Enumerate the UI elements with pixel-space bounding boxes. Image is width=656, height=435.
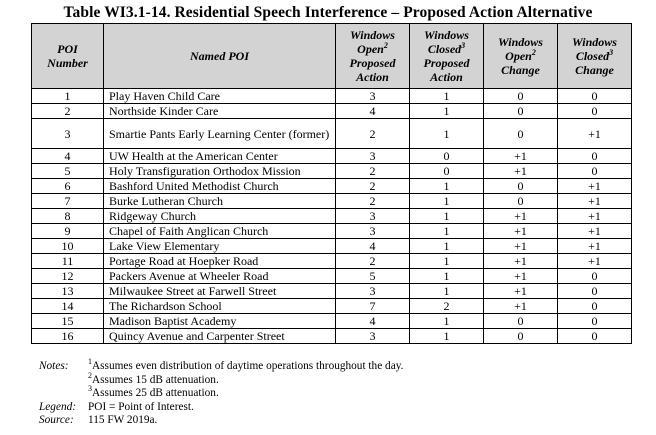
cell-poi-number: 6 <box>32 179 104 194</box>
cell-named-poi: Madison Baptist Academy <box>104 314 336 329</box>
cell-windows-open-change: 0 <box>484 104 558 119</box>
cell-windows-closed-proposed: 1 <box>410 269 484 284</box>
cell-poi-number: 10 <box>32 239 104 254</box>
cell-poi-number: 13 <box>32 284 104 299</box>
cell-windows-closed-proposed: 1 <box>410 89 484 104</box>
cell-poi-number: 9 <box>32 224 104 239</box>
header-windows-open-proposed: Windows Open$^2$ Proposed Action <box>336 24 410 89</box>
header-named-poi: Named POI <box>104 24 336 89</box>
cell-windows-closed-proposed: 1 <box>410 209 484 224</box>
cell-windows-closed-proposed: 0 <box>410 164 484 179</box>
cell-windows-open-proposed: 3 <box>336 329 410 344</box>
cell-poi-number: 5 <box>32 164 104 179</box>
cell-windows-closed-change: 0 <box>558 299 632 314</box>
cell-windows-open-change: +1 <box>484 224 558 239</box>
cell-windows-open-proposed: 4 <box>336 314 410 329</box>
cell-windows-closed-change: 0 <box>558 149 632 164</box>
cell-windows-open-proposed: 3 <box>336 284 410 299</box>
cell-windows-open-proposed: 3 <box>336 149 410 164</box>
cell-named-poi: Lake View Elementary <box>104 239 336 254</box>
cell-windows-closed-proposed: 1 <box>410 239 484 254</box>
cell-poi-number: 12 <box>32 269 104 284</box>
cell-windows-open-proposed: 4 <box>336 104 410 119</box>
cell-windows-open-change: +1 <box>484 239 558 254</box>
table-row <box>32 269 632 284</box>
cell-windows-open-change: +1 <box>484 209 558 224</box>
cell-windows-open-proposed: 3 <box>336 224 410 239</box>
cell-windows-closed-change: 0 <box>558 269 632 284</box>
cell-named-poi: Northside Kinder Care <box>104 104 336 119</box>
table-row <box>32 329 632 344</box>
table-row <box>32 254 632 269</box>
header-row <box>32 24 632 89</box>
table-row <box>32 194 632 209</box>
cell-named-poi: Burke Lutheran Church <box>104 194 336 209</box>
cell-windows-closed-change: +1 <box>558 254 632 269</box>
cell-windows-open-change: +1 <box>484 299 558 314</box>
cell-poi-number: 15 <box>32 314 104 329</box>
cell-named-poi: Smartie Pants Early Learning Center (former) <box>104 119 336 149</box>
cell-windows-closed-change: +1 <box>558 224 632 239</box>
header-poi-number: POI Number <box>32 24 104 89</box>
cell-windows-open-proposed: 5 <box>336 269 410 284</box>
cell-windows-open-change: +1 <box>484 149 558 164</box>
cell-poi-number: 7 <box>32 194 104 209</box>
cell-named-poi: Packers Avenue at Wheeler Road <box>104 269 336 284</box>
cell-windows-open-change: 0 <box>484 119 558 149</box>
cell-windows-open-proposed: 2 <box>336 254 410 269</box>
cell-windows-open-proposed: 3 <box>336 89 410 104</box>
cell-windows-closed-change: +1 <box>558 209 632 224</box>
cell-windows-closed-change: 0 <box>558 284 632 299</box>
cell-poi-number: 16 <box>32 329 104 344</box>
cell-windows-open-proposed: 2 <box>336 164 410 179</box>
cell-windows-open-change: 0 <box>484 89 558 104</box>
cell-windows-open-change: 0 <box>484 194 558 209</box>
table-body <box>32 89 632 344</box>
cell-windows-open-change: +1 <box>484 284 558 299</box>
cell-poi-number: 2 <box>32 104 104 119</box>
cell-named-poi: Milwaukee Street at Farwell Street <box>104 284 336 299</box>
note-2: $^2$Assumes 15 dB attenuation. <box>88 370 219 386</box>
cell-poi-number: 1 <box>32 89 104 104</box>
cell-windows-closed-change: +1 <box>558 239 632 254</box>
cell-windows-closed-change: 0 <box>558 89 632 104</box>
cell-windows-open-change: +1 <box>484 164 558 179</box>
cell-windows-open-change: +1 <box>484 269 558 284</box>
header-windows-open-change: Windows Open$^2$ Change <box>484 24 558 89</box>
cell-windows-closed-proposed: 1 <box>410 179 484 194</box>
cell-named-poi: Bashford United Methodist Church <box>104 179 336 194</box>
cell-windows-closed-proposed: 1 <box>410 104 484 119</box>
cell-windows-open-change: 0 <box>484 179 558 194</box>
cell-windows-open-change: 0 <box>484 314 558 329</box>
cell-windows-closed-change: 0 <box>558 104 632 119</box>
source-label: Source: <box>39 414 74 427</box>
cell-windows-closed-proposed: 0 <box>410 149 484 164</box>
header-windows-closed-change: Windows Closed$^3$ Change <box>558 24 632 89</box>
cell-windows-closed-change: 0 <box>558 164 632 179</box>
cell-poi-number: 4 <box>32 149 104 164</box>
table-row <box>32 149 632 164</box>
cell-windows-closed-proposed: 1 <box>410 119 484 149</box>
cell-named-poi: UW Health at the American Center <box>104 149 336 164</box>
cell-windows-closed-proposed: 2 <box>410 299 484 314</box>
table-row <box>32 224 632 239</box>
cell-windows-closed-proposed: 1 <box>410 194 484 209</box>
cell-windows-closed-change: 0 <box>558 329 632 344</box>
legend-text: POI = Point of Interest. <box>88 400 194 413</box>
cell-named-poi: Quincy Avenue and Carpenter Street <box>104 329 336 344</box>
table-row <box>32 299 632 314</box>
cell-named-poi: Chapel of Faith Anglican Church <box>104 224 336 239</box>
speech-interference-table <box>31 23 632 344</box>
cell-poi-number: 3 <box>32 119 104 149</box>
cell-windows-open-proposed: 4 <box>336 239 410 254</box>
cell-windows-closed-proposed: 1 <box>410 224 484 239</box>
cell-named-poi: Holy Transfiguration Orthodox Mission <box>104 164 336 179</box>
cell-windows-closed-proposed: 1 <box>410 284 484 299</box>
table-row <box>32 164 632 179</box>
table-row <box>32 89 632 104</box>
cell-windows-open-change: +1 <box>484 254 558 269</box>
cell-named-poi: Portage Road at Hoepker Road <box>104 254 336 269</box>
cell-poi-number: 11 <box>32 254 104 269</box>
cell-windows-open-change: 0 <box>484 329 558 344</box>
cell-windows-open-proposed: 2 <box>336 179 410 194</box>
legend-label: Legend: <box>39 400 77 413</box>
notes-label: Notes: <box>39 360 69 372</box>
cell-windows-closed-proposed: 1 <box>410 329 484 344</box>
table-row <box>32 119 632 149</box>
cell-windows-open-proposed: 3 <box>336 209 410 224</box>
cell-windows-closed-change: 0 <box>558 314 632 329</box>
source-text: 115 FW 2019a. <box>88 414 158 427</box>
cell-named-poi: Play Haven Child Care <box>104 89 336 104</box>
cell-poi-number: 8 <box>32 209 104 224</box>
table-row <box>32 314 632 329</box>
table-row <box>32 104 632 119</box>
cell-windows-closed-change: +1 <box>558 179 632 194</box>
table-row <box>32 209 632 224</box>
table-title: Table WI3.1-14. Residential Speech Interference – Proposed Action Alternative <box>63 4 593 21</box>
note-3: $^3$Assumes 25 dB attenuation. <box>88 384 219 400</box>
table-row <box>32 179 632 194</box>
cell-windows-closed-change: +1 <box>558 194 632 209</box>
table-row <box>32 284 632 299</box>
cell-windows-open-proposed: 7 <box>336 299 410 314</box>
note-1: $^1$Assumes even distribution of daytime operations throughout the day. <box>88 357 404 372</box>
table-row <box>32 239 632 254</box>
cell-windows-open-proposed: 2 <box>336 119 410 149</box>
cell-poi-number: 14 <box>32 299 104 314</box>
cell-named-poi: Ridgeway Church <box>104 209 336 224</box>
cell-windows-open-proposed: 2 <box>336 194 410 209</box>
cell-windows-closed-proposed: 1 <box>410 254 484 269</box>
cell-named-poi: The Richardson School <box>104 299 336 314</box>
cell-windows-closed-change: +1 <box>558 119 632 149</box>
notes-block <box>31 357 631 428</box>
cell-windows-closed-proposed: 1 <box>410 314 484 329</box>
header-windows-closed-proposed: Windows Closed$^3$ Proposed Action <box>410 24 484 89</box>
